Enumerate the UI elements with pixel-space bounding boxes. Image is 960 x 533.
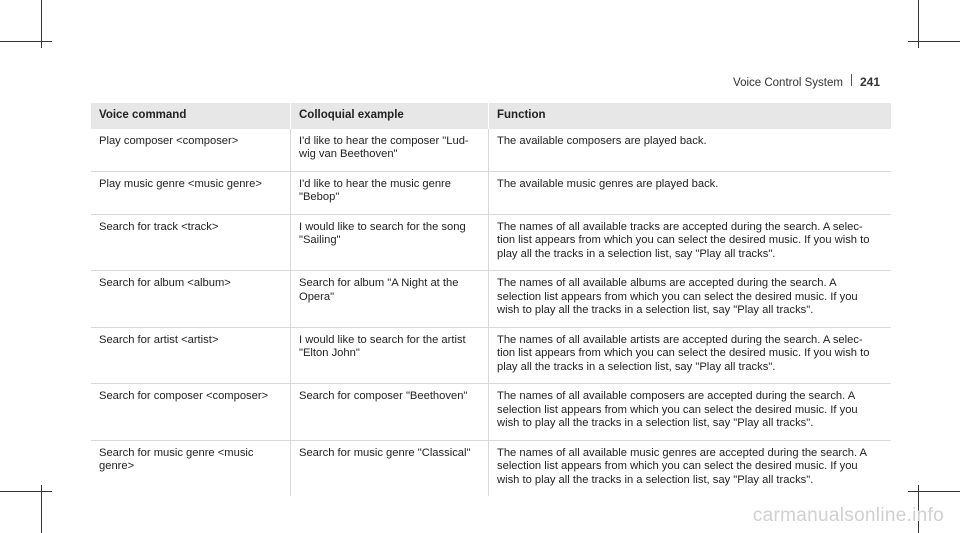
voice-command-table [91,103,891,496]
crop-mark [41,485,42,533]
page-header [733,74,880,89]
table-row [91,129,891,172]
cell-function: The names of all available tracks are accepted during the search. A selec- tion list appears from which you can select the desired music. If you wish to play all the tracks in a selection list, say "Play all tracks". [489,214,892,271]
cell-command: Search for album <album> [91,271,291,328]
table-row [91,171,891,214]
cell-example: I'd like to hear the composer "Lud- wig van Beethoven" [291,129,489,172]
cell-example: I'd like to hear the music genre "Bebop" [291,171,489,214]
section-title: Voice Control System [733,77,843,89]
table-row [91,440,891,496]
cell-command: Search for music genre <music genre> [99,446,254,472]
table-row [91,384,891,441]
cell-function: The names of all available artists are accepted during the search. A selec- tion list appears from which you can select the desired music. If you wish to play all the tracks in a selection list, say "Play all tracks". [489,327,892,384]
cell-command: Search for composer <composer> [91,384,291,441]
cell-example: Search for music genre "Classical" [291,440,489,496]
crop-mark [908,41,960,42]
cell-function: The names of all available composers are accepted during the search. A selection list appears from which you can select the desired music. If you wish to play all the tracks in a selection list, say "Play all tracks". [489,384,892,441]
table-row [91,214,891,271]
cell-example: Search for album "A Night at the Opera" [291,271,489,328]
cell-function: The available music genres are played back. [489,171,892,214]
cell-function: The names of all available albums are accepted during the search. A selection list appears from which you can select the desired music. If you wish to play all the tracks in a selection list, say "Play all tracks". [489,271,892,328]
cell-function: The names of all available music genres are accepted during the search. A selection list appears from which you can select the desired music. If you wish to play all the tracks in a selection list, say "Play all tracks". [489,440,892,496]
table-row [91,327,891,384]
table-row [91,271,891,328]
cell-example: Search for composer "Beethoven" [291,384,489,441]
watermark: carmanualsonline.info [752,505,944,526]
cell-command: Play music genre <music genre> [91,171,291,214]
cell-function: The available composers are played back. [489,129,892,172]
crop-mark [0,41,52,42]
column-header-example: Colloquial example [291,103,489,129]
column-header-function: Function [489,103,892,129]
header-separator [851,74,852,86]
cell-command: Search for track <track> [91,214,291,271]
cell-command: Play composer <composer> [91,129,291,172]
cell-command: Search for artist <artist> [91,327,291,384]
column-header-command: Voice command [91,103,291,129]
crop-mark [0,491,52,492]
table-header-row [91,103,891,129]
cell-example: I would like to search for the song "Sailing" [291,214,489,271]
page-number: 241 [859,75,880,89]
crop-mark [908,491,960,492]
cell-example: I would like to search for the artist "Elton John" [291,327,489,384]
